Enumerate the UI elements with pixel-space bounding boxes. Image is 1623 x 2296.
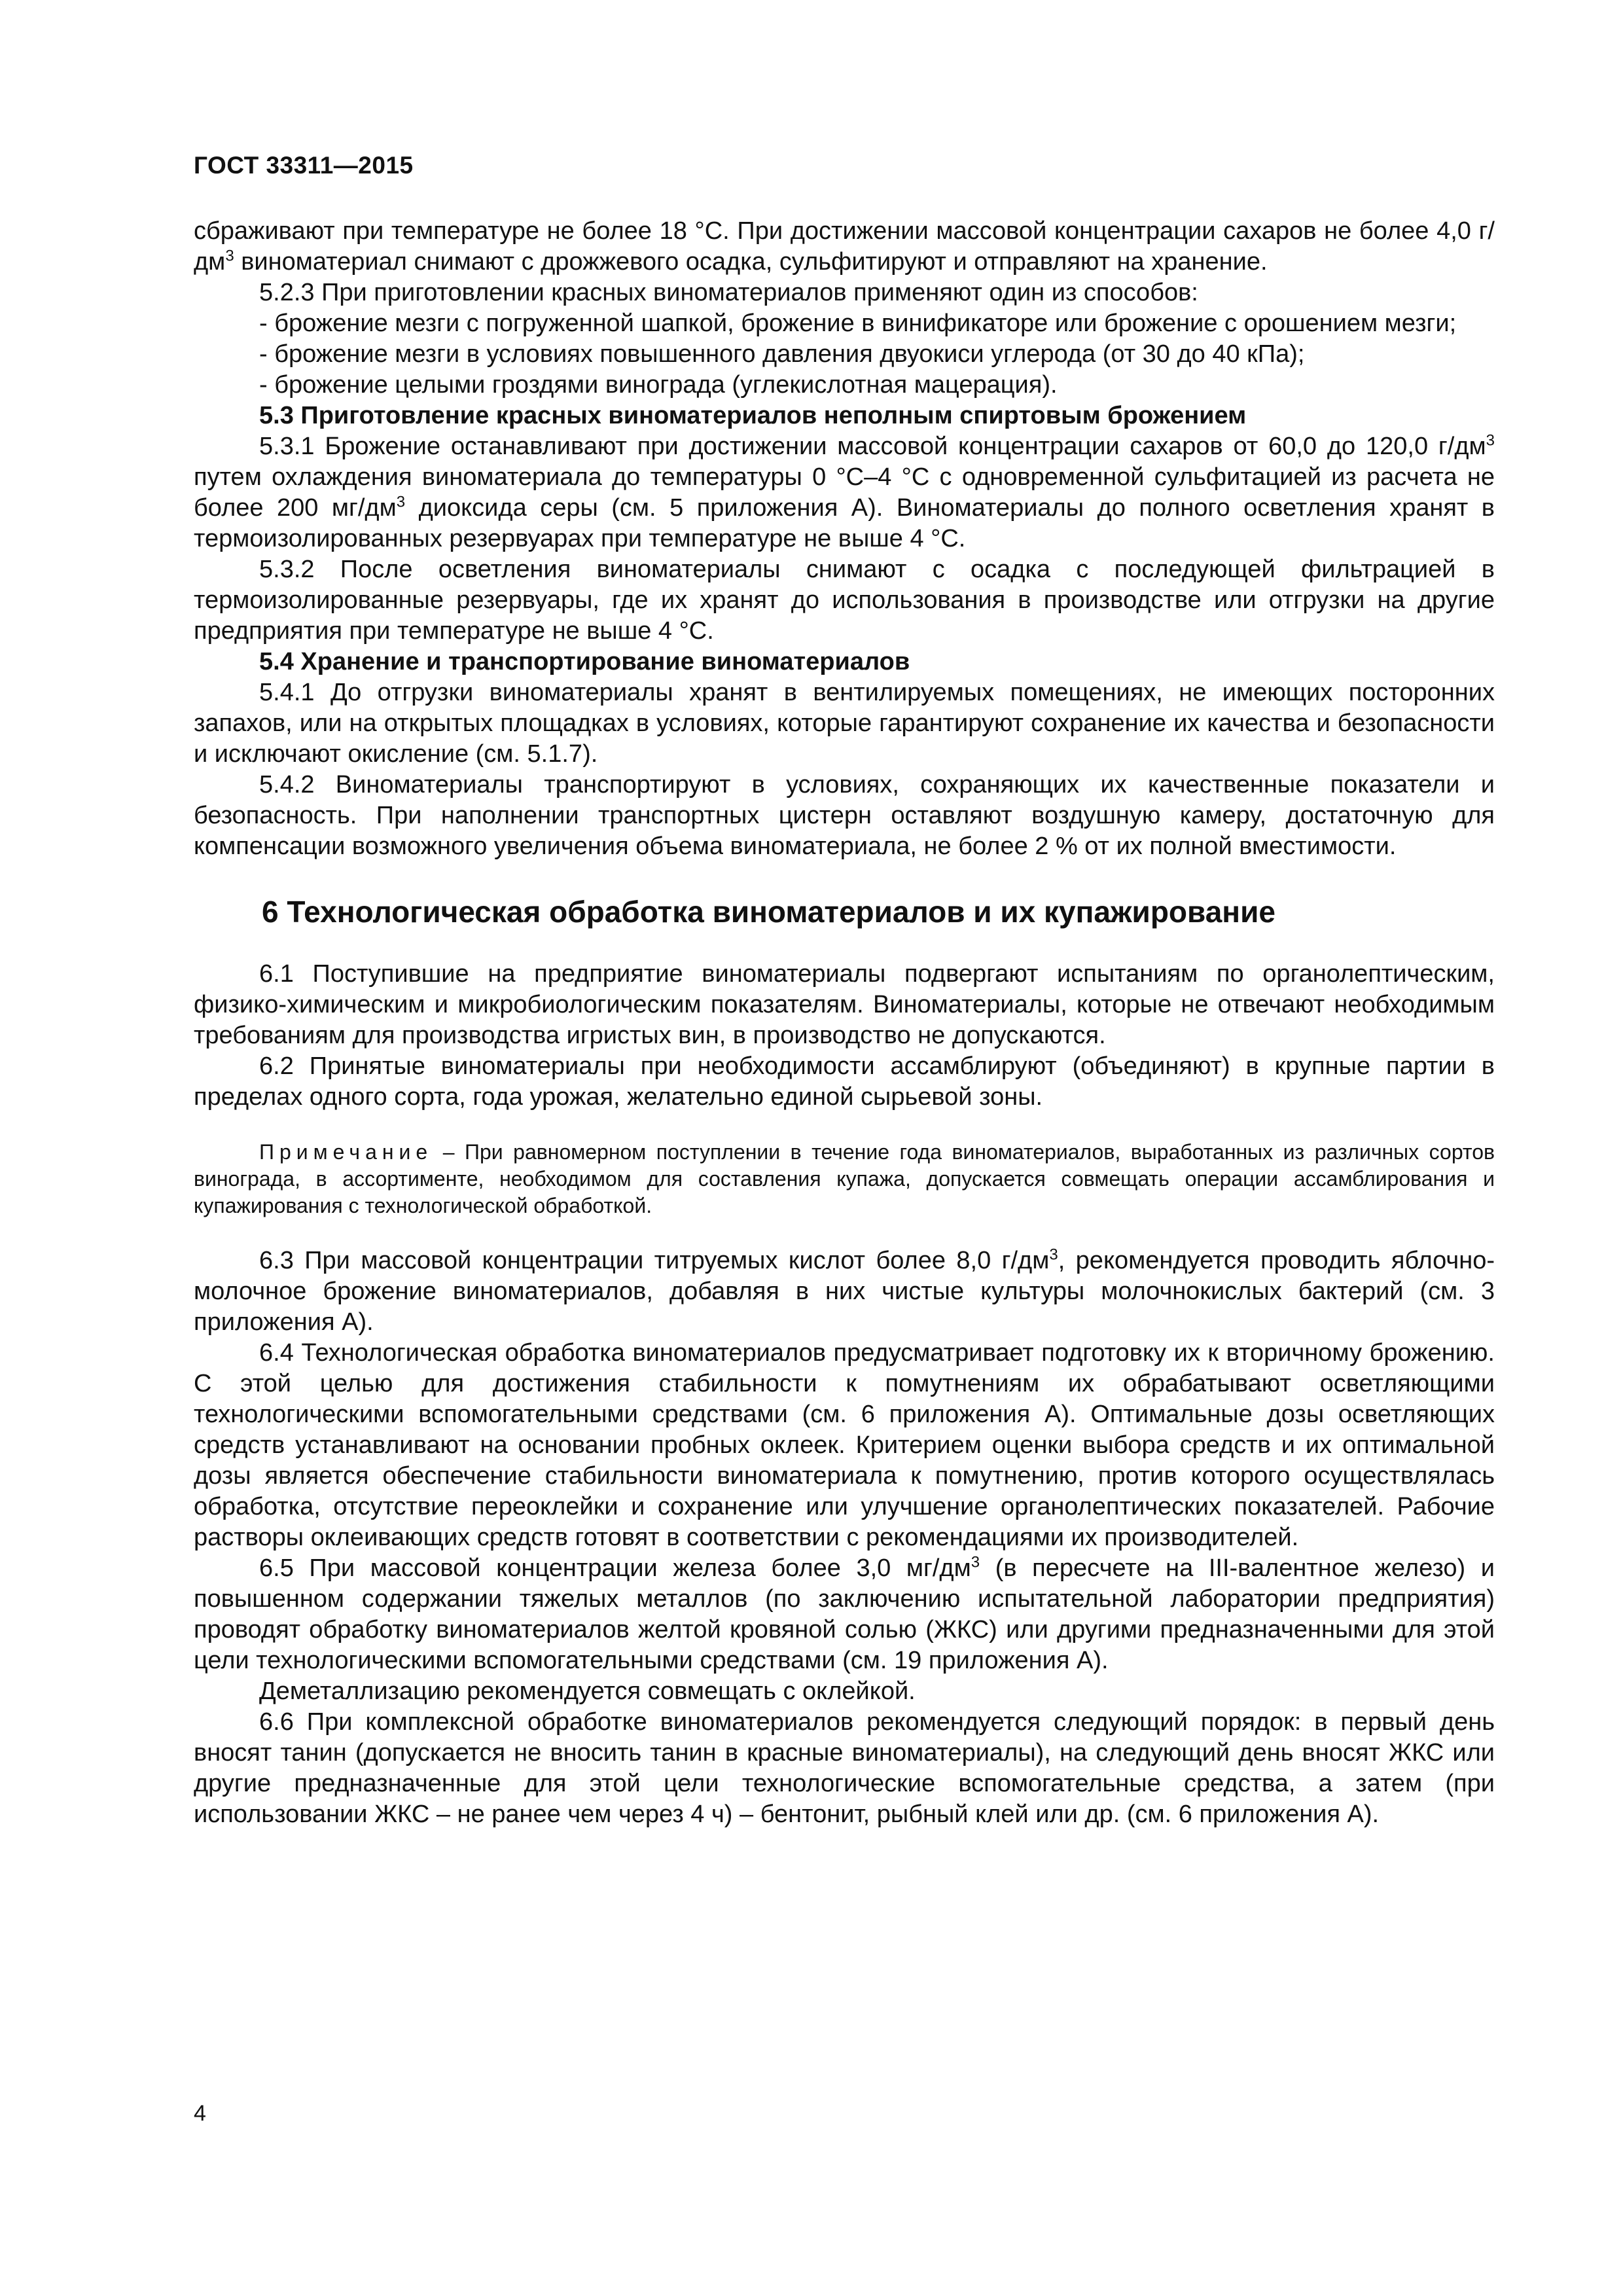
paragraph-fermentation-end: сбраживают при температуре не более 18 °С. При достижении массовой концентрации сахаров не более 4,0 $г/дм^3$ виноматериал снимают с дрожжевого осадка, сульфитируют и отправляют на хранение. xyxy=(194,217,1495,276)
note-text: – При равномерном поступлении в течение года виноматериалов, выработанных из различных сортов винограда, в ассортименте, необходимом для составления купажа, допускается совмещать операции ассамблирования и купажирования с технологической обработкой. xyxy=(194,1140,1495,1217)
heading-5-3: 5.3 Приготовление красных виноматериалов неполным спиртовым брожением xyxy=(259,402,1247,429)
heading-5-4: 5.4 Хранение и транспортирование виноматериалов xyxy=(259,648,910,675)
paragraph-6-5: 6.5 При массовой концентрации железа более 3,0 $мг/дм^3$ (в пересчете на III-валентное железо) и повышенном содержании тяжелых металлов (по заключению испытательной лаборатории предприятия) проводят обработку виноматериалов желтой кровяной солью (ЖКС) или другими предназначенными для этой цели технологическими вспомогательными средствами (см. 19 приложения А). xyxy=(194,1553,1495,1674)
list-item-method-3: - брожение целыми гроздями винограда (углекислотная мацерация). xyxy=(259,371,1058,399)
paragraph-demetallization: Деметаллизацию рекомендуется совмещать с оклейкой. xyxy=(259,1677,916,1705)
paragraph-6-1: 6.1 Поступившие на предприятие виноматериалы подвергают испытаниям по органолептическим, физико-химическим и микробиологическим показателям. Виноматериалы, которые не отвечают необходимым требованиям для производства игристых вин, в производство не допускаются. xyxy=(194,960,1495,1049)
paragraph-6-3: 6.3 При массовой концентрации титруемых кислот более 8,0 $г/дм^3$, рекомендуется проводить яблочно-молочное брожение виноматериалов, добавляя в них чистые культуры молочнокислых бактерий (см. 3 приложения А). xyxy=(194,1246,1495,1336)
paragraph-5-3-1: 5.3.1 Брожение останавливают при достижении массовой концентрации сахаров от 60,0 до 120,0 $г/дм^3$ путем охлаждения виноматериала до температуры 0 °С–4 °С с одновременной сульфитацией из расчета не более 200 $мг/дм^3$ диоксида серы (см. 5 приложения А). Виноматериалы до полного осветления хранят в термоизолированных резервуарах при температуре не выше 4 °С. xyxy=(194,431,1495,552)
paragraph-6-2: 6.2 Принятые виноматериалы при необходимости ассамблируют (объединяют) в крупные партии в пределах одного сорта, года урожая, желательно единой сырьевой зоны. xyxy=(194,1052,1495,1111)
document-body xyxy=(194,216,1495,1830)
document-code-header: ГОСТ 33311—2015 xyxy=(194,152,414,179)
paragraph-5-2-3: 5.2.3 При приготовлении красных виноматериалов применяют один из способов: xyxy=(259,279,1198,306)
list-item-method-2: - брожение мезги в условиях повышенного давления двуокиси углерода (от 30 до 40 кПа); xyxy=(259,340,1305,368)
document-page xyxy=(194,0,1495,2296)
paragraph-5-4-1: 5.4.1 До отгрузки виноматериалы хранят в вентилируемых помещениях, не имеющих посторонних запахов, или на открытых площадках в условиях, которые гарантируют сохранение их качества и безопасности и исключают окисление (см. 5.1.7). xyxy=(194,679,1495,768)
section-title-6: 6 Технологическая обработка виноматериалов и их купажирование xyxy=(262,895,1275,929)
note-label: Примечание xyxy=(259,1140,433,1164)
paragraph-6-6: 6.6 При комплексной обработке виноматериалов рекомендуется следующий порядок: в первый день вносят танин (допускается не вносить танин в красные виноматериалы), на следующий день вносят ЖКС или другие предназначенные для этой цели технологические вспомогательные средства, а затем (при использовании ЖКС – не ранее чем через 4 ч) – бентонит, рыбный клей или др. (см. 6 приложения А). xyxy=(194,1708,1495,1828)
paragraph-6-4: 6.4 Технологическая обработка виноматериалов предусматривает подготовку их к вторичному брожению. С этой целью для достижения стабильности к помутнениям их обрабатывают осветляющими технологическими вспомогательными средствами (см. 6 приложения А). Оптимальные дозы осветляющих средств устанавливают на основании пробных оклеек. Критерием оценки выбора средств и их оптимальной дозы является обеспечение стабильности виноматериала к помутнению, против которого осуществлялась обработка, отсутствие переоклейки и сохранение или улучшение органолептических показателей. Рабочие растворы оклеивающих средств готовят в соответствии с рекомендациями их производителей. xyxy=(194,1339,1495,1551)
note-paragraph xyxy=(194,1139,1495,1219)
paragraph-5-4-2: 5.4.2 Виноматериалы транспортируют в условиях, сохраняющих их качественные показатели и безопасность. При наполнении транспортных цистерн оставляют воздушную камеру, достаточную для компенсации возможного увеличения объема виноматериала, не более 2 % от их полной вместимости. xyxy=(194,771,1495,860)
list-item-method-1: - брожение мезги с погруженной шапкой, брожение в винификаторе или брожение с орошением мезги; xyxy=(259,310,1457,337)
page-number: 4 xyxy=(194,2101,206,2126)
paragraph-5-3-2: 5.3.2 После осветления виноматериалы снимают с осадка с последующей фильтрацией в термоизолированные резервуары, где их хранят до использования в производстве или отгрузки на другие предприятия при температуре не выше 4 °С. xyxy=(194,556,1495,645)
